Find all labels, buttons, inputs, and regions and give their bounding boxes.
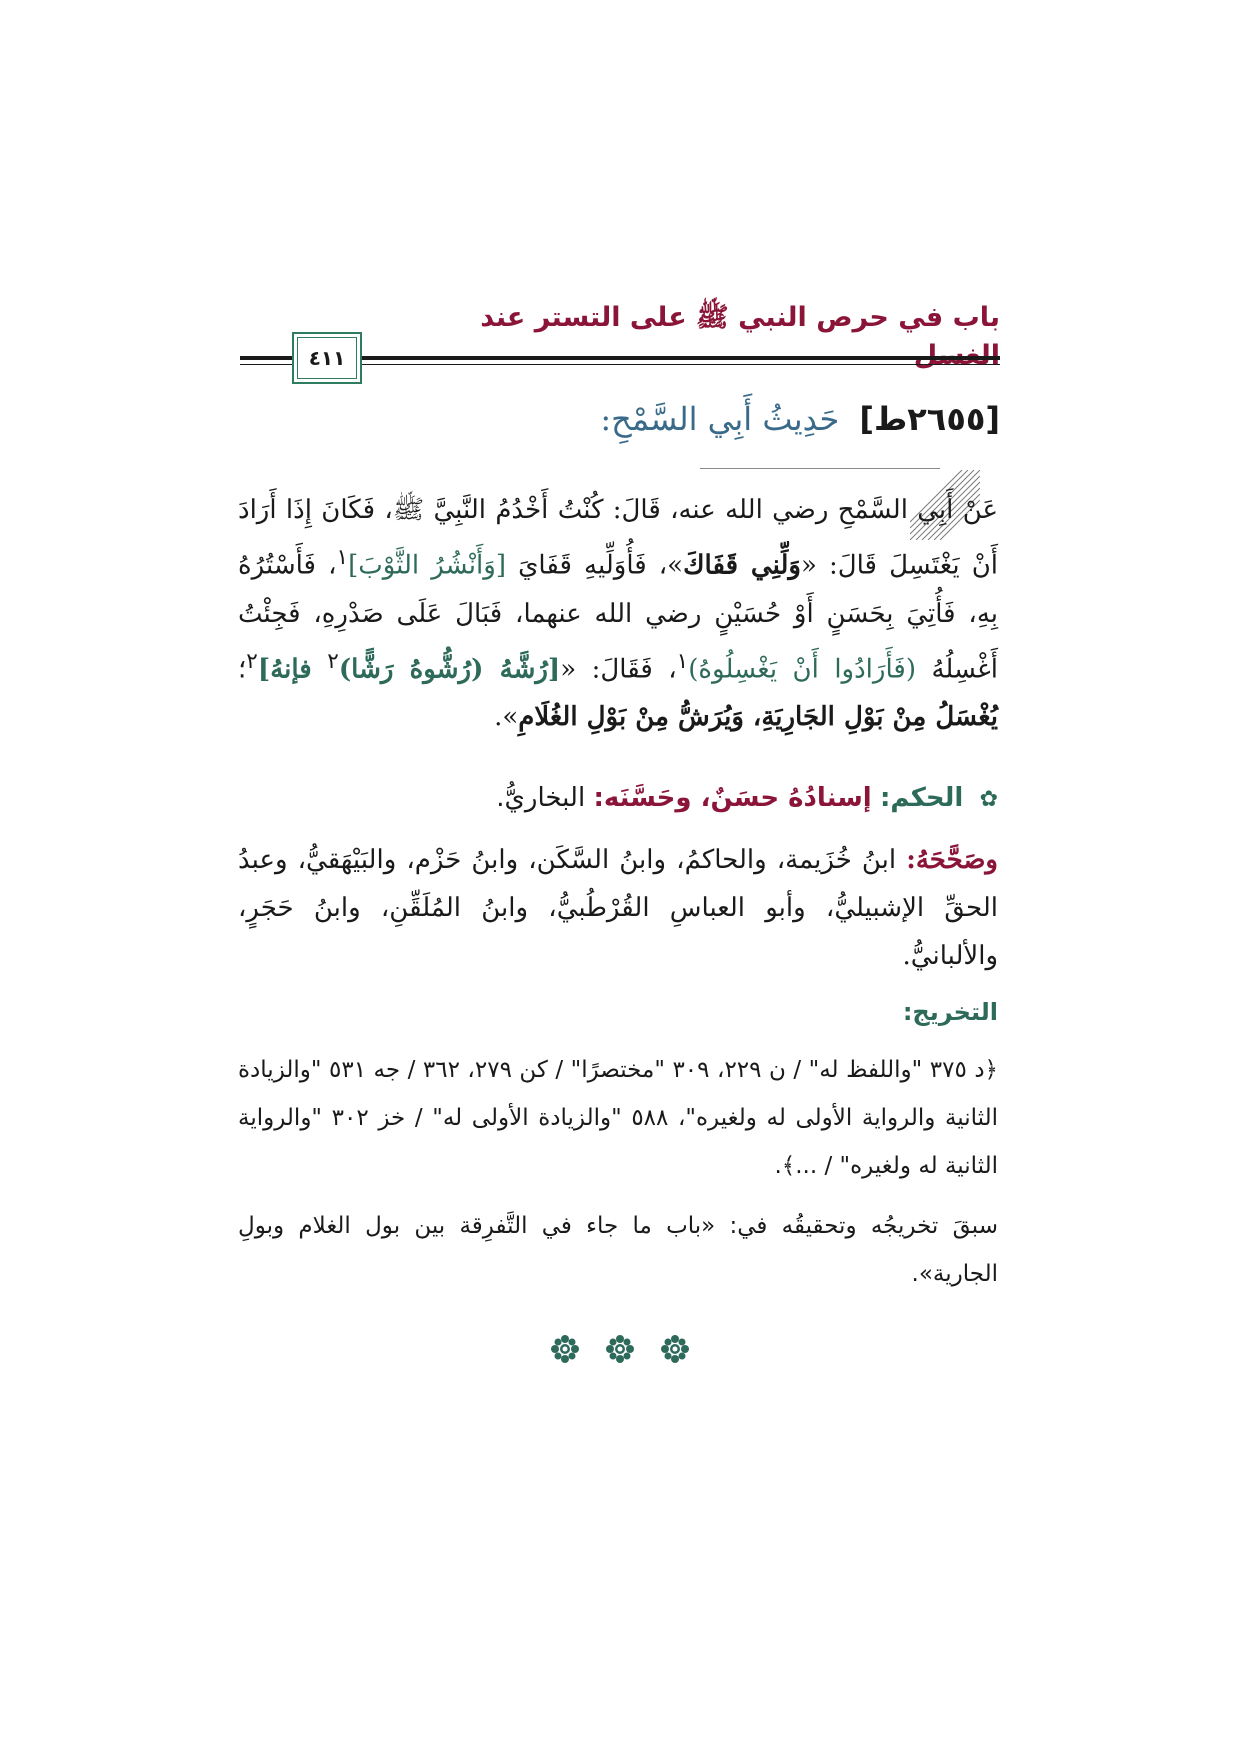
variant-addition: (فَأَرَادُوا أَنْ يَغْسِلُوهُ) bbox=[688, 654, 916, 685]
hadith-text-part: ، فَأَسْتُرُهُ بِهِ، فَأُتِيَ بِحَسَنٍ أَوْ حُسَيْنٍ رضي الله عنهما، فَبَالَ عَلَى صَدْرِهِ، فَجِئْتُ أَغْسِلُهُ bbox=[238, 550, 999, 685]
prophet-speech: [رُشَّهُ (رُشُّوهُ رَشًّا) bbox=[338, 654, 561, 685]
footnote-marker: ٢ bbox=[327, 648, 339, 674]
ornament-flower-icon bbox=[660, 1334, 690, 1364]
variant-addition: [وَأَنْشُرُ الثَّوْبَ] bbox=[348, 550, 506, 581]
section-end-ornaments bbox=[0, 1334, 1240, 1368]
ruling-value: إسنادُهُ حسَنٌ، وحَسَّنَه: bbox=[593, 783, 872, 813]
flower-icon: ✿ bbox=[979, 787, 998, 812]
footnote-marker: ١ bbox=[336, 545, 349, 570]
hadith-heading bbox=[240, 400, 1000, 438]
authentication-label: وصَحَّحَهُ: bbox=[906, 845, 998, 875]
prophet-speech: فإنهُ] bbox=[257, 654, 312, 685]
hadith-text-part: ؛ bbox=[238, 654, 247, 685]
hadith-title: حَدِيثُ أَبِي السَّمْحِ: bbox=[600, 400, 840, 438]
previous-reference: سبقَ تخريجُه وتحقيقُه في: «باب ما جاء في التَّفرِقة بين بول الغلام وبولِ الجارية». bbox=[238, 1213, 998, 1287]
authentication-text: ابنُ خُزَيمة، والحاكمُ، وابنُ السَّكَن، وابنُ حَزْم، والبَيْهَقيُّ، وعبدُ الحقِّ الإشبيليُّ، وأبو العباسِ القُرْطُبيُّ، وابنُ المُلَقِّنِ، وابنُ حَجَرٍ، والألبانيُّ. bbox=[238, 845, 998, 971]
ornament-flower-icon bbox=[550, 1334, 580, 1364]
prophet-speech: وَلِّنِي قَفَاكَ bbox=[683, 550, 801, 581]
page-number-badge bbox=[292, 332, 362, 384]
authentication bbox=[238, 836, 998, 980]
chapter-title: باب في حرص النبي ﷺ على التستر عند bbox=[480, 302, 1000, 333]
ruling-label: الحكم: bbox=[879, 783, 964, 813]
ruling-line bbox=[238, 774, 998, 824]
ruling-by: البخاريُّ. bbox=[496, 783, 586, 813]
hadith-text bbox=[238, 486, 998, 741]
takhrij-references: ﴿د ٣٧٥ "واللفظ له" / ن ٢٢٩، ٣٠٩ "مختصرًا" / كن ٢٧٩، ٣٦٢ / جه ٥٣١ "والزيادة الثانية والرواية الأولى له ولغيره"، ٥٨٨ "والزيادة الأولى له" / خز ٣٠٢ "والرواية الثانية له ولغيره" / ...﴾. bbox=[238, 1057, 999, 1179]
takhrij-heading: التخريج: bbox=[902, 998, 998, 1026]
footnote-marker: ١ bbox=[676, 648, 689, 674]
footnote-marker: ٢ bbox=[246, 648, 258, 674]
prophet-speech: يُغْسَلُ مِنْ بَوْلِ الجَارِيَةِ، وَيُرَشُّ مِنْ بَوْلِ الغُلَامِ bbox=[518, 702, 998, 733]
decorative-line bbox=[700, 468, 940, 469]
hadith-text-part: ». bbox=[494, 702, 519, 733]
hadith-text-part: »، فَأُوَلِّيهِ قَفَايَ bbox=[505, 550, 684, 581]
hadith-number: [٢٦٥٥ط] bbox=[859, 400, 1000, 438]
hadith-text-part: عَنْ أَبِي السَّمْحِ رضي الله عنه، قَالَ: كُنْتُ أَخْدُمُ النَّبِيَّ ﷺ، فَكَانَ إِذَا أَرَادَ أَنْ يَغْتَسِلَ قَالَ: « bbox=[238, 495, 999, 581]
hadith-text-part: ، فَقَالَ: « bbox=[560, 654, 677, 685]
ornament-flower-icon bbox=[605, 1334, 635, 1364]
page-number: ٤١١ bbox=[308, 346, 346, 370]
